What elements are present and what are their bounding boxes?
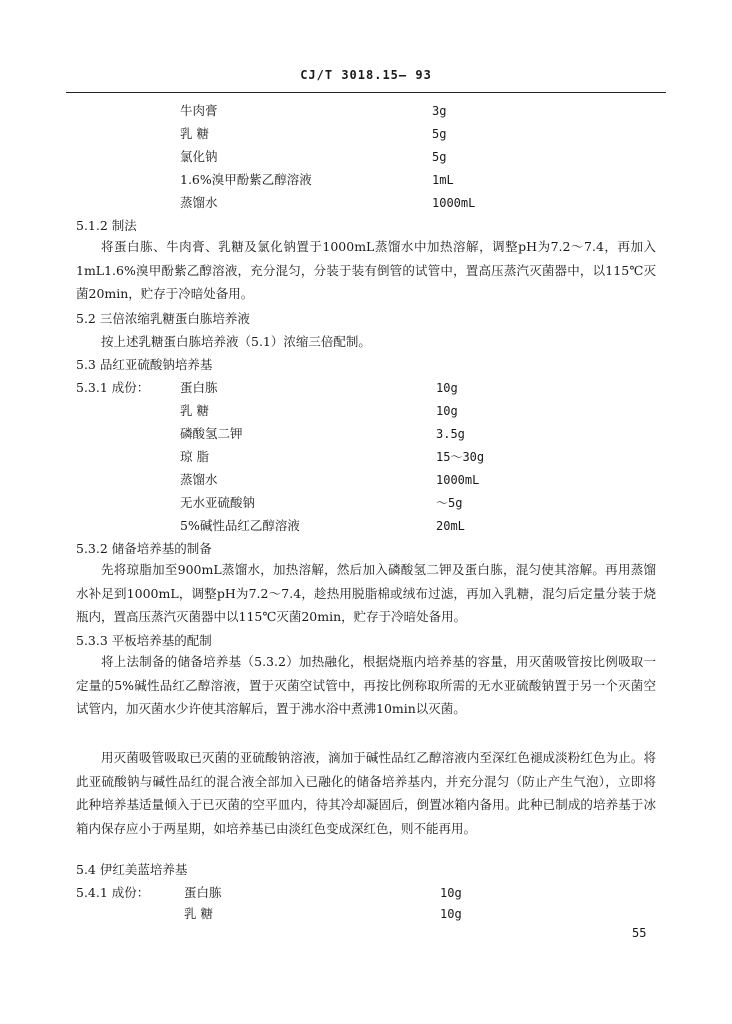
- ingredient-name: 琼 脂: [180, 449, 209, 464]
- ingredient-name: 无水亚硫酸钠: [180, 495, 256, 510]
- section-heading-5-3-2: 5.3.2 储备培养基的制备: [76, 541, 212, 556]
- ingredient-name: 乳 糖: [184, 906, 213, 921]
- ingredient-name: 乳 糖: [180, 126, 209, 141]
- ingredient-name: 5%碱性品红乙醇溶液: [180, 518, 300, 533]
- ingredient-name: 蛋白胨: [184, 885, 222, 900]
- ingredient-amount: 1mL: [432, 173, 454, 187]
- ingredient-amount: 10g: [440, 886, 462, 900]
- section-text-5-3-3-p2: 用灭菌吸管吸取已灭菌的亚硫酸钠溶液，滴加于碱性品红乙醇溶液内至深红色褪成淡粉红色为止。将此亚硫酸钠与碱性品红的混合液全部加入已融化的储备培养基内，并充分混匀（防止产生气泡），立即将此种培养基适量倾入于已灭菌的空平皿内，待其冷却凝固后，倒置冰箱内备用。此种已制成的培养基于冰箱内保存应小于两星期，如培养基已由淡红色变成深红色，则不能再用。: [76, 750, 656, 836]
- ingredient-amount: 10g: [436, 381, 458, 395]
- ingredient-name: 1.6%溴甲酚紫乙醇溶液: [180, 172, 312, 187]
- section-heading-5-1-2: 5.1.2 制法: [76, 218, 137, 233]
- ingredient-name: 氯化钠: [180, 149, 218, 164]
- section-heading-5-3-1: 5.3.1 成份：: [76, 380, 150, 395]
- ingredient-amount: 3.5g: [436, 427, 465, 441]
- ingredient-name: 蒸馏水: [180, 472, 218, 487]
- section-heading-5-3: 5.3 品红亚硫酸钠培养基: [76, 357, 213, 372]
- section-heading-5-4-1: 5.4.1 成份：: [76, 885, 150, 900]
- ingredient-amount: 10g: [436, 404, 458, 418]
- ingredient-name: 牛肉膏: [180, 103, 218, 118]
- ingredient-amount: ～5g: [436, 496, 463, 510]
- section-heading-5-3-3: 5.3.3 平板培养基的配制: [76, 633, 212, 648]
- ingredient-amount: 5g: [432, 127, 447, 141]
- ingredient-name: 蒸馏水: [180, 195, 218, 210]
- section-heading-5-4: 5.4 伊红美蓝培养基: [76, 862, 188, 877]
- ingredient-amount: 5g: [432, 150, 447, 164]
- ingredient-amount: 15～30g: [436, 450, 485, 464]
- page-number: 55: [632, 926, 647, 940]
- section-text-5-3-2: 先将琼脂加至900mL蒸馏水，加热溶解，然后加入磷酸氢二钾及蛋白胨，混匀使其溶解。再用蒸馏水补足到1000mL，调整pH为7.2～7.4，趁热用脱脂棉或绒布过滤，再加入乳糖，混匀后定量分装于烧瓶内，置高压蒸汽灭菌器中以115℃灭菌20min，贮存于冷暗处备用。: [76, 562, 656, 624]
- ingredient-amount: 3g: [432, 104, 447, 118]
- standard-code-header: CJ/T 3018.15— 93: [300, 68, 432, 82]
- ingredient-amount: 10g: [440, 907, 462, 921]
- section-heading-5-2: 5.2 三倍浓缩乳糖蛋白胨培养液: [76, 311, 250, 326]
- ingredient-amount: 1000mL: [432, 196, 476, 210]
- section-text-5-2: 按上述乳糖蛋白胨培养液（5.1）浓缩三倍配制。: [101, 334, 371, 349]
- section-text-5-1-2: 将蛋白胨、牛肉膏、乳糖及氯化钠置于1000mL蒸馏水中加热溶解，调整pH为7.2～7.4，再加入1mL1.6%溴甲酚紫乙醇溶液，充分混匀，分装于装有倒管的试管中，置高压蒸汽灭菌器中，以115℃灭菌20min，贮存于冷暗处备用。: [76, 239, 656, 301]
- ingredient-name: 乳 糖: [180, 403, 209, 418]
- ingredient-amount: 20mL: [436, 519, 465, 533]
- section-text-5-3-3-p1: 将上法制备的储备培养基（5.3.2）加热融化，根据烧瓶内培养基的容量，用灭菌吸管按比例吸取一定量的5%碱性品红乙醇溶液，置于灭菌空试管中，再按比例称取所需的无水亚硫酸钠置于另一个灭菌空试管内，加灭菌水少许使其溶解后，置于沸水浴中煮沸10min以灭菌。: [76, 654, 656, 716]
- header-rule: [66, 92, 666, 93]
- ingredient-name: 磷酸氢二钾: [180, 426, 243, 441]
- ingredient-name: 蛋白胨: [180, 380, 218, 395]
- ingredient-amount: 1000mL: [436, 473, 480, 487]
